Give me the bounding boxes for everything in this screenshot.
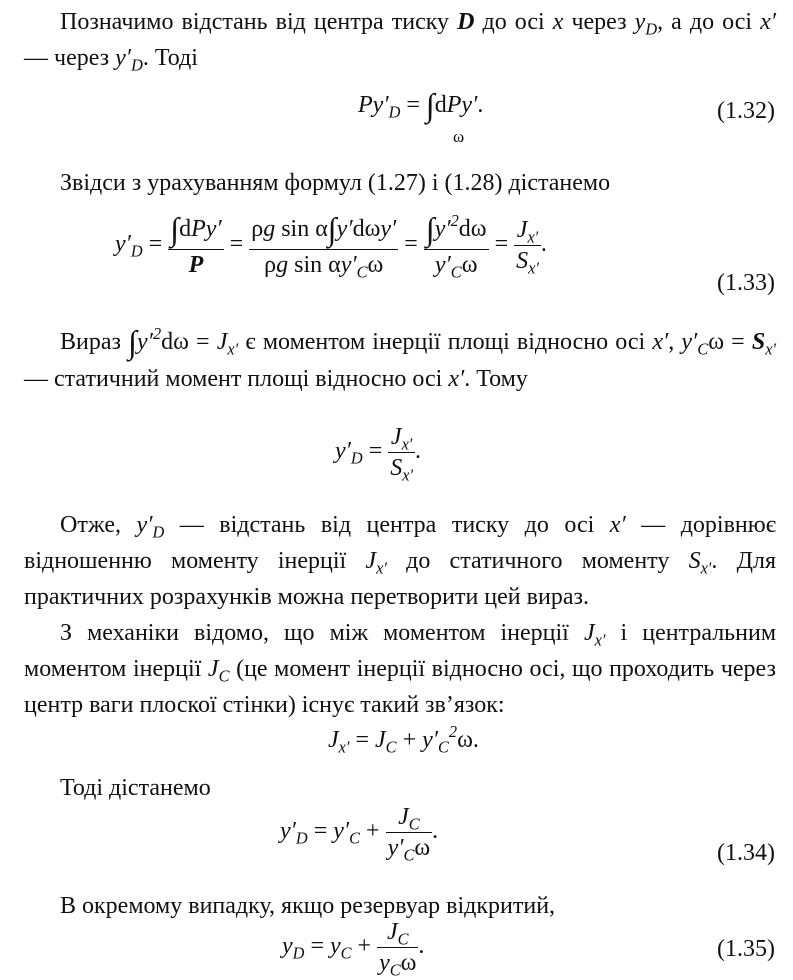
equation-1-35: $y_D = y_C$ + $\frac{J_C}{y_C\omega}$ . — [282, 919, 425, 980]
paragraph-1: Позначимо відстань від центра тиску D до осі x через $y_D$, а до осі x′ — через $y'_D$. Тоді — [24, 9, 776, 75]
equation-1-33: $y'_D$ = $\frac{\text{∫dPy′}}{P}$ = $\frac{\text{ρg sin α∫y′dωy′}}{\rho g \sin \alpha y'_C\omega}$ = $\frac{\int y'^2d\omega}{y'_C\omega}$ = $\frac{J_{x'}}{S_{x'}}$ . — [115, 211, 547, 283]
equation-steiner: $J_{x'} = J_C + y'_C^2\omega$. — [328, 722, 479, 757]
equation-1-34: $y'_D = y'_C$ + $\frac{J_C}{y'_C\omega}$ . — [280, 804, 439, 865]
equation-number-1-34: (1.34) — [717, 840, 775, 866]
paragraph-7: В окремому випадку, якщо резервуар відкритий, — [60, 893, 556, 919]
equation-number-1-33: (1.33) — [717, 270, 775, 296]
paragraph-3: Вираз $\int y'^2d\omega = J_{x'}$ є моментом інерції площі відносно осі x′, $y'_C\omega = S_{x'}$ — статичний момент площі відносно осі x′. Тому — [24, 324, 777, 392]
paragraph-6: Тоді дістанемо — [60, 775, 211, 801]
equation-number-1-35: (1.35) — [717, 936, 775, 962]
paragraph-5: З механіки відомо, що між моментом інерції $J_{x'}$ і центральним моментом інерції $J_C$ (це момент інерції відносно осі, що проходить через центр ваги плоскої стінки) існує такий зв’язок: — [24, 620, 777, 718]
equation-1-32: $Py'_D = \int dPy'$. ω — [358, 88, 484, 146]
equation-yd-ratio: $y'_D$ = $\frac{J_{x'}}{S_{x'}}$ . — [335, 424, 422, 485]
equation-number-1-32: (1.32) — [717, 98, 775, 124]
paragraph-2: Звідси з урахуванням формул (1.27) і (1.28) дістанемо — [60, 170, 611, 196]
paragraph-4: Отже, $y'_D$ — відстань від центра тиску до осі x′ — дорівнює відношенню моменту інерції $J_{x'}$ до статичного моменту $S_{x'}$. Для практичних розрахунків можна перетворити цей вираз. — [24, 512, 776, 610]
